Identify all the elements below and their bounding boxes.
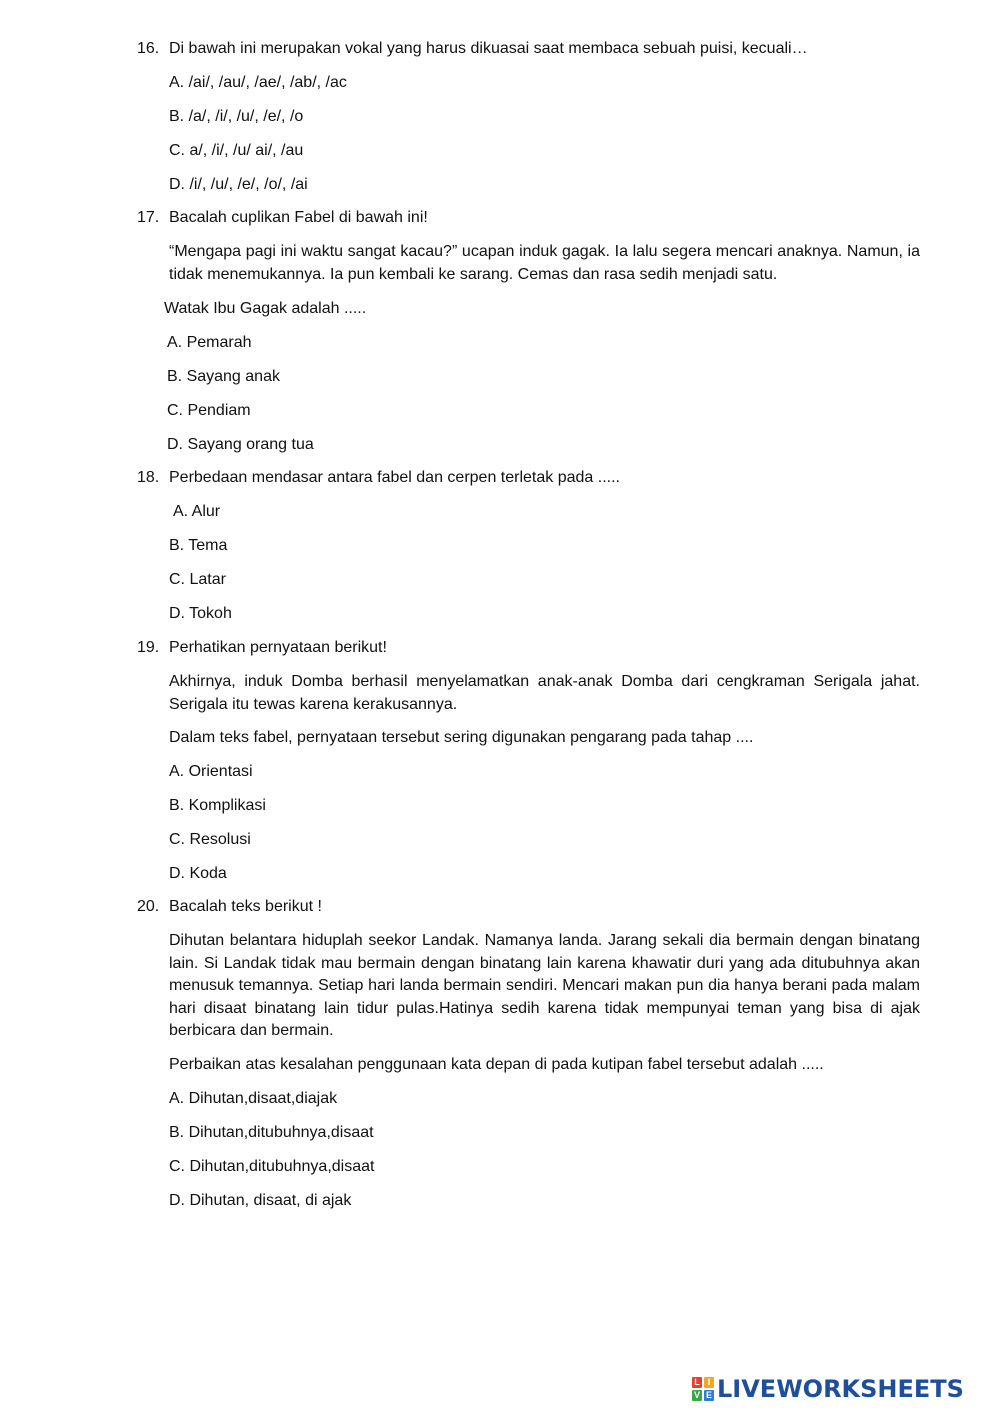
question-18-number: 18. [137,469,160,486]
question-19-prompt: Dalam teks fabel, pernyataan tersebut sering digunakan pengarang pada tahap .... [169,729,754,746]
question-19-stem: Perhatikan pernyataan berikut! [169,639,387,656]
question-16-option-b[interactable]: B. /a/, /i/, /u/, /e/, /o [169,108,304,125]
question-20-number: 20. [137,898,160,915]
question-17-option-c[interactable]: C. Pendiam [167,402,251,419]
question-20-prompt: Perbaikan atas kesalahan penggunaan kata depan di pada kutipan fabel tersebut adalah ..... [169,1056,824,1073]
question-18-stem: Perbedaan mendasar antara fabel dan cerpen terletak pada ..... [169,469,620,486]
question-17-passage: “Mengapa pagi ini waktu sangat kacau?” ucapan induk gagak. Ia lalu segera mencari anaknya. Namun, ia tidak menemukannya. Ia pun kembali ke sarang. Cemas dan rasa sedih menjadi satu. [169,243,920,283]
question-18-option-b[interactable]: B. Tema [169,537,228,554]
question-17-option-b[interactable]: B. Sayang anak [167,368,280,385]
question-19-option-c[interactable]: C. Resolusi [169,831,251,848]
question-17-stem: Bacalah cuplikan Fabel di bawah ini! [169,209,428,226]
question-16-option-d[interactable]: D. /i/, /u/, /e/, /o/, /ai [169,176,308,193]
question-18-option-a[interactable]: A. Alur [173,503,221,520]
logo-mark-icon [692,1377,714,1401]
question-19-option-a[interactable]: A. Orientasi [169,763,253,780]
question-18-option-d[interactable]: D. Tokoh [169,605,232,622]
question-16-option-a[interactable]: A. /ai/, /au/, /ae/, /ab/, /ac [169,74,347,91]
logo-text: LIVEWORKSHEETS [717,1375,964,1403]
question-19-option-b[interactable]: B. Komplikasi [169,797,266,814]
logo-letter-e: E [705,1390,712,1400]
question-20-option-d[interactable]: D. Dihutan, disaat, di ajak [169,1192,352,1209]
question-19-option-d[interactable]: D. Koda [169,865,227,882]
question-17-prompt: Watak Ibu Gagak adalah ..... [164,300,367,317]
question-19-number: 19. [137,639,160,656]
question-20-stem: Bacalah teks berikut ! [169,898,322,915]
question-20-option-a[interactable]: A. Dihutan,disaat,diajak [169,1090,338,1107]
question-18-option-c[interactable]: C. Latar [169,571,226,588]
question-16-stem: Di bawah ini merupakan vokal yang harus dikuasai saat membaca sebuah puisi, kecuali… [169,40,808,57]
question-20-option-b[interactable]: B. Dihutan,ditubuhnya,disaat [169,1124,374,1141]
logo-letter-i: I [704,1377,714,1388]
question-19-passage: Akhirnya, induk Domba berhasil menyelamatkan anak-anak Domba dari cengkraman Serigala jahat. Serigala itu tewas karena kerakusannya. [169,673,920,713]
question-20-option-c[interactable]: C. Dihutan,ditubuhnya,disaat [169,1158,375,1175]
question-20-passage: Dihutan belantara hiduplah seekor Landak. Namanya landa. Jarang sekali dia bermain dengan binatang lain. Si Landak tidak mau bermain dengan binatang lain karena khawatir duri yang ada ditubuhnya akan menusuk temannya. Setiap hari landa bermain sendiri. Mencari makan pun dia hanya berani pada malam hari disaat binatang lain tidur pulas.Hatinya sedih karena tidak mempunyai teman yang bisa di ajak berbicara dan bermain. [169,932,920,1039]
question-17-option-a[interactable]: A. Pemarah [167,334,252,351]
question-17-number: 17. [137,209,160,226]
logo-letter-l: L [692,1377,702,1388]
question-16-option-c[interactable]: C. a/, /i/, /u/ ai/, /au [169,142,304,159]
question-16-number: 16. [137,40,160,57]
liveworksheets-logo [692,1376,964,1402]
logo-letter-v: V [693,1390,700,1400]
question-17-option-d[interactable]: D. Sayang orang tua [167,436,314,453]
